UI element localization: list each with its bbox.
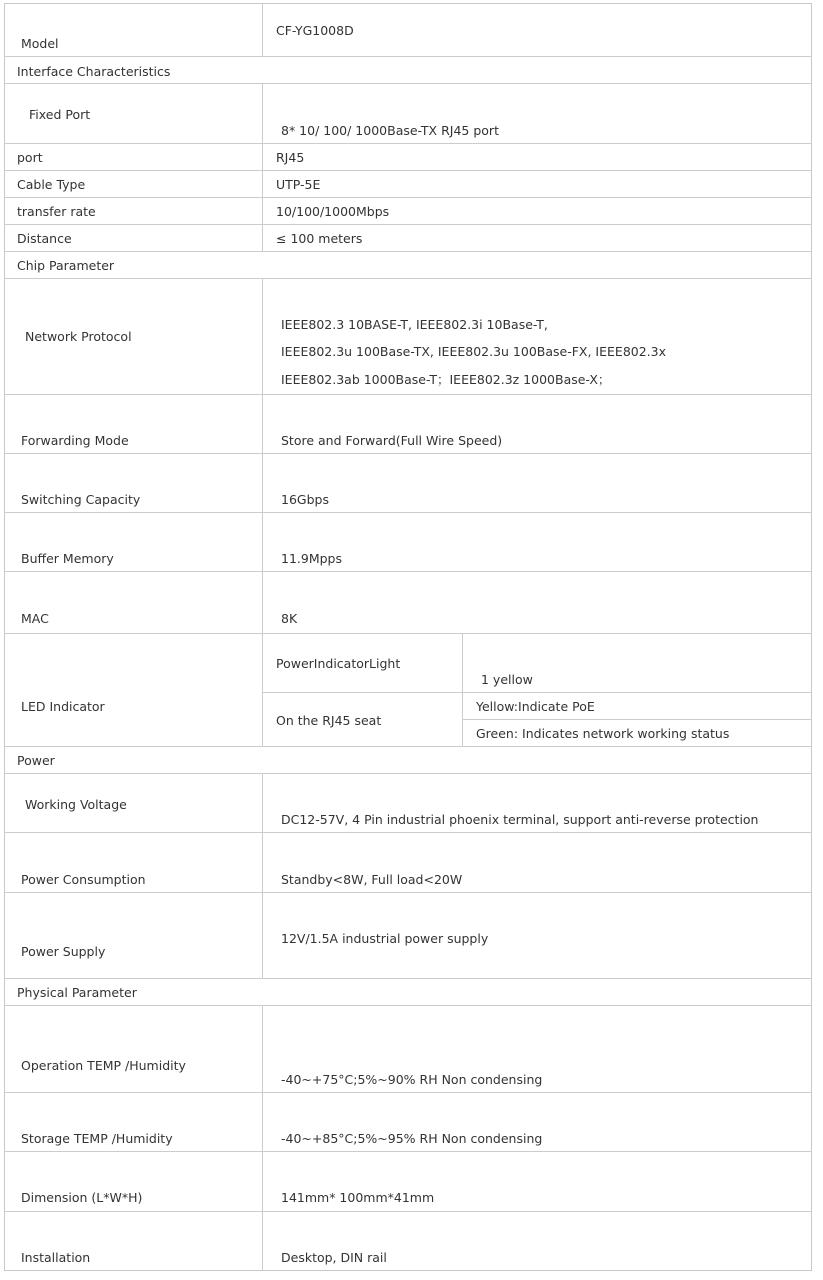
forwarding-mode-label: Forwarding Mode <box>21 433 129 448</box>
row-divider <box>4 1005 812 1006</box>
power-indicator-light-label: PowerIndicatorLight <box>276 656 401 671</box>
section-header-interface: Interface Characteristics <box>17 64 171 79</box>
row-divider <box>4 83 812 84</box>
row-divider <box>4 224 812 225</box>
row-divider <box>4 278 812 279</box>
dimension-value: 141mm* 100mm*41mm <box>281 1190 435 1205</box>
dimension-label: Dimension (L*W*H) <box>21 1190 143 1205</box>
power-indicator-light-value: 1 yellow <box>481 672 533 687</box>
led-indicator-label: LED Indicator <box>21 699 105 714</box>
row-divider <box>4 1211 812 1212</box>
buffer-memory-label: Buffer Memory <box>21 551 114 566</box>
power-consumption-value: Standby<8W, Full load<20W <box>281 872 463 887</box>
forwarding-mode-value: Store and Forward(Full Wire Speed) <box>281 433 503 448</box>
rj45-seat-label: On the RJ45 seat <box>276 713 382 728</box>
section-header-physical: Physical Parameter <box>17 985 137 1000</box>
row-divider <box>4 1092 812 1093</box>
column-divider <box>262 1005 263 1271</box>
distance-label: Distance <box>17 231 72 246</box>
operation-temp-value: -40~+75°C;5%~90% RH Non condensing <box>281 1072 543 1087</box>
installation-label: Installation <box>21 1250 91 1265</box>
network-protocol-line: IEEE802.3 10BASE-T, IEEE802.3i 10Base-T, <box>281 317 548 332</box>
row-divider <box>4 633 812 634</box>
buffer-memory-value: 11.9Mpps <box>281 551 342 566</box>
port-label: port <box>17 150 43 165</box>
network-protocol-line: IEEE802.3u 100Base-TX, IEEE802.3u 100Base-FX, IEEE802.3x <box>281 344 666 359</box>
rj45-green-value: Green: Indicates network working status <box>476 726 730 741</box>
model-label: Model <box>21 36 59 51</box>
column-divider <box>262 3 263 56</box>
distance-value: ≤ 100 meters <box>276 231 363 246</box>
working-voltage-label: Working Voltage <box>25 797 127 812</box>
row-divider <box>4 773 812 774</box>
row-divider <box>4 832 812 833</box>
power-supply-value: 12V/1.5A industrial power supply <box>281 931 489 946</box>
row-divider <box>4 512 812 513</box>
section-header-power: Power <box>17 753 55 768</box>
storage-temp-value: -40~+85°C;5%~95% RH Non condensing <box>281 1131 543 1146</box>
column-divider <box>262 278 263 746</box>
row-divider <box>4 197 812 198</box>
row-divider <box>4 143 812 144</box>
column-divider <box>262 83 263 251</box>
operation-temp-label: Operation TEMP /Humidity <box>21 1058 186 1073</box>
row-divider <box>4 978 812 979</box>
fixed-port-value: 8* 10/ 100/ 1000Base-TX RJ45 port <box>281 123 499 138</box>
rj45-yellow-value: Yellow:Indicate PoE <box>476 699 595 714</box>
row-divider <box>4 571 812 572</box>
switching-capacity-value: 16Gbps <box>281 492 329 507</box>
row-divider <box>4 251 812 252</box>
storage-temp-label: Storage TEMP /Humidity <box>21 1131 173 1146</box>
working-voltage-value: DC12-57V, 4 Pin industrial phoenix terminal, support anti-reverse protection <box>281 812 759 827</box>
power-consumption-label: Power Consumption <box>21 872 146 887</box>
network-protocol-line: IEEE802.3ab 1000Base-T；IEEE802.3z 1000Base-X； <box>281 372 611 387</box>
row-divider <box>4 56 812 57</box>
mac-value: 8K <box>281 611 298 626</box>
row-divider <box>4 746 812 747</box>
network-protocol-label: Network Protocol <box>25 329 132 344</box>
installation-value: Desktop, DIN rail <box>281 1250 387 1265</box>
column-divider <box>462 633 463 746</box>
section-header-chip: Chip Parameter <box>17 258 115 273</box>
power-supply-label: Power Supply <box>21 944 106 959</box>
row-divider <box>262 692 812 693</box>
row-divider <box>4 394 812 395</box>
model-value: CF-YG1008D <box>276 23 354 38</box>
column-divider <box>262 773 263 978</box>
row-divider <box>4 892 812 893</box>
row-divider <box>4 1151 812 1152</box>
port-value: RJ45 <box>276 150 305 165</box>
cable-type-label: Cable Type <box>17 177 86 192</box>
cable-type-value: UTP-5E <box>276 177 321 192</box>
row-divider <box>4 453 812 454</box>
mac-label: MAC <box>21 611 49 626</box>
switching-capacity-label: Switching Capacity <box>21 492 141 507</box>
row-divider <box>462 719 812 720</box>
row-divider <box>4 170 812 171</box>
transfer-rate-value: 10/100/1000Mbps <box>276 204 390 219</box>
fixed-port-label: Fixed Port <box>29 107 91 122</box>
transfer-rate-label: transfer rate <box>17 204 96 219</box>
